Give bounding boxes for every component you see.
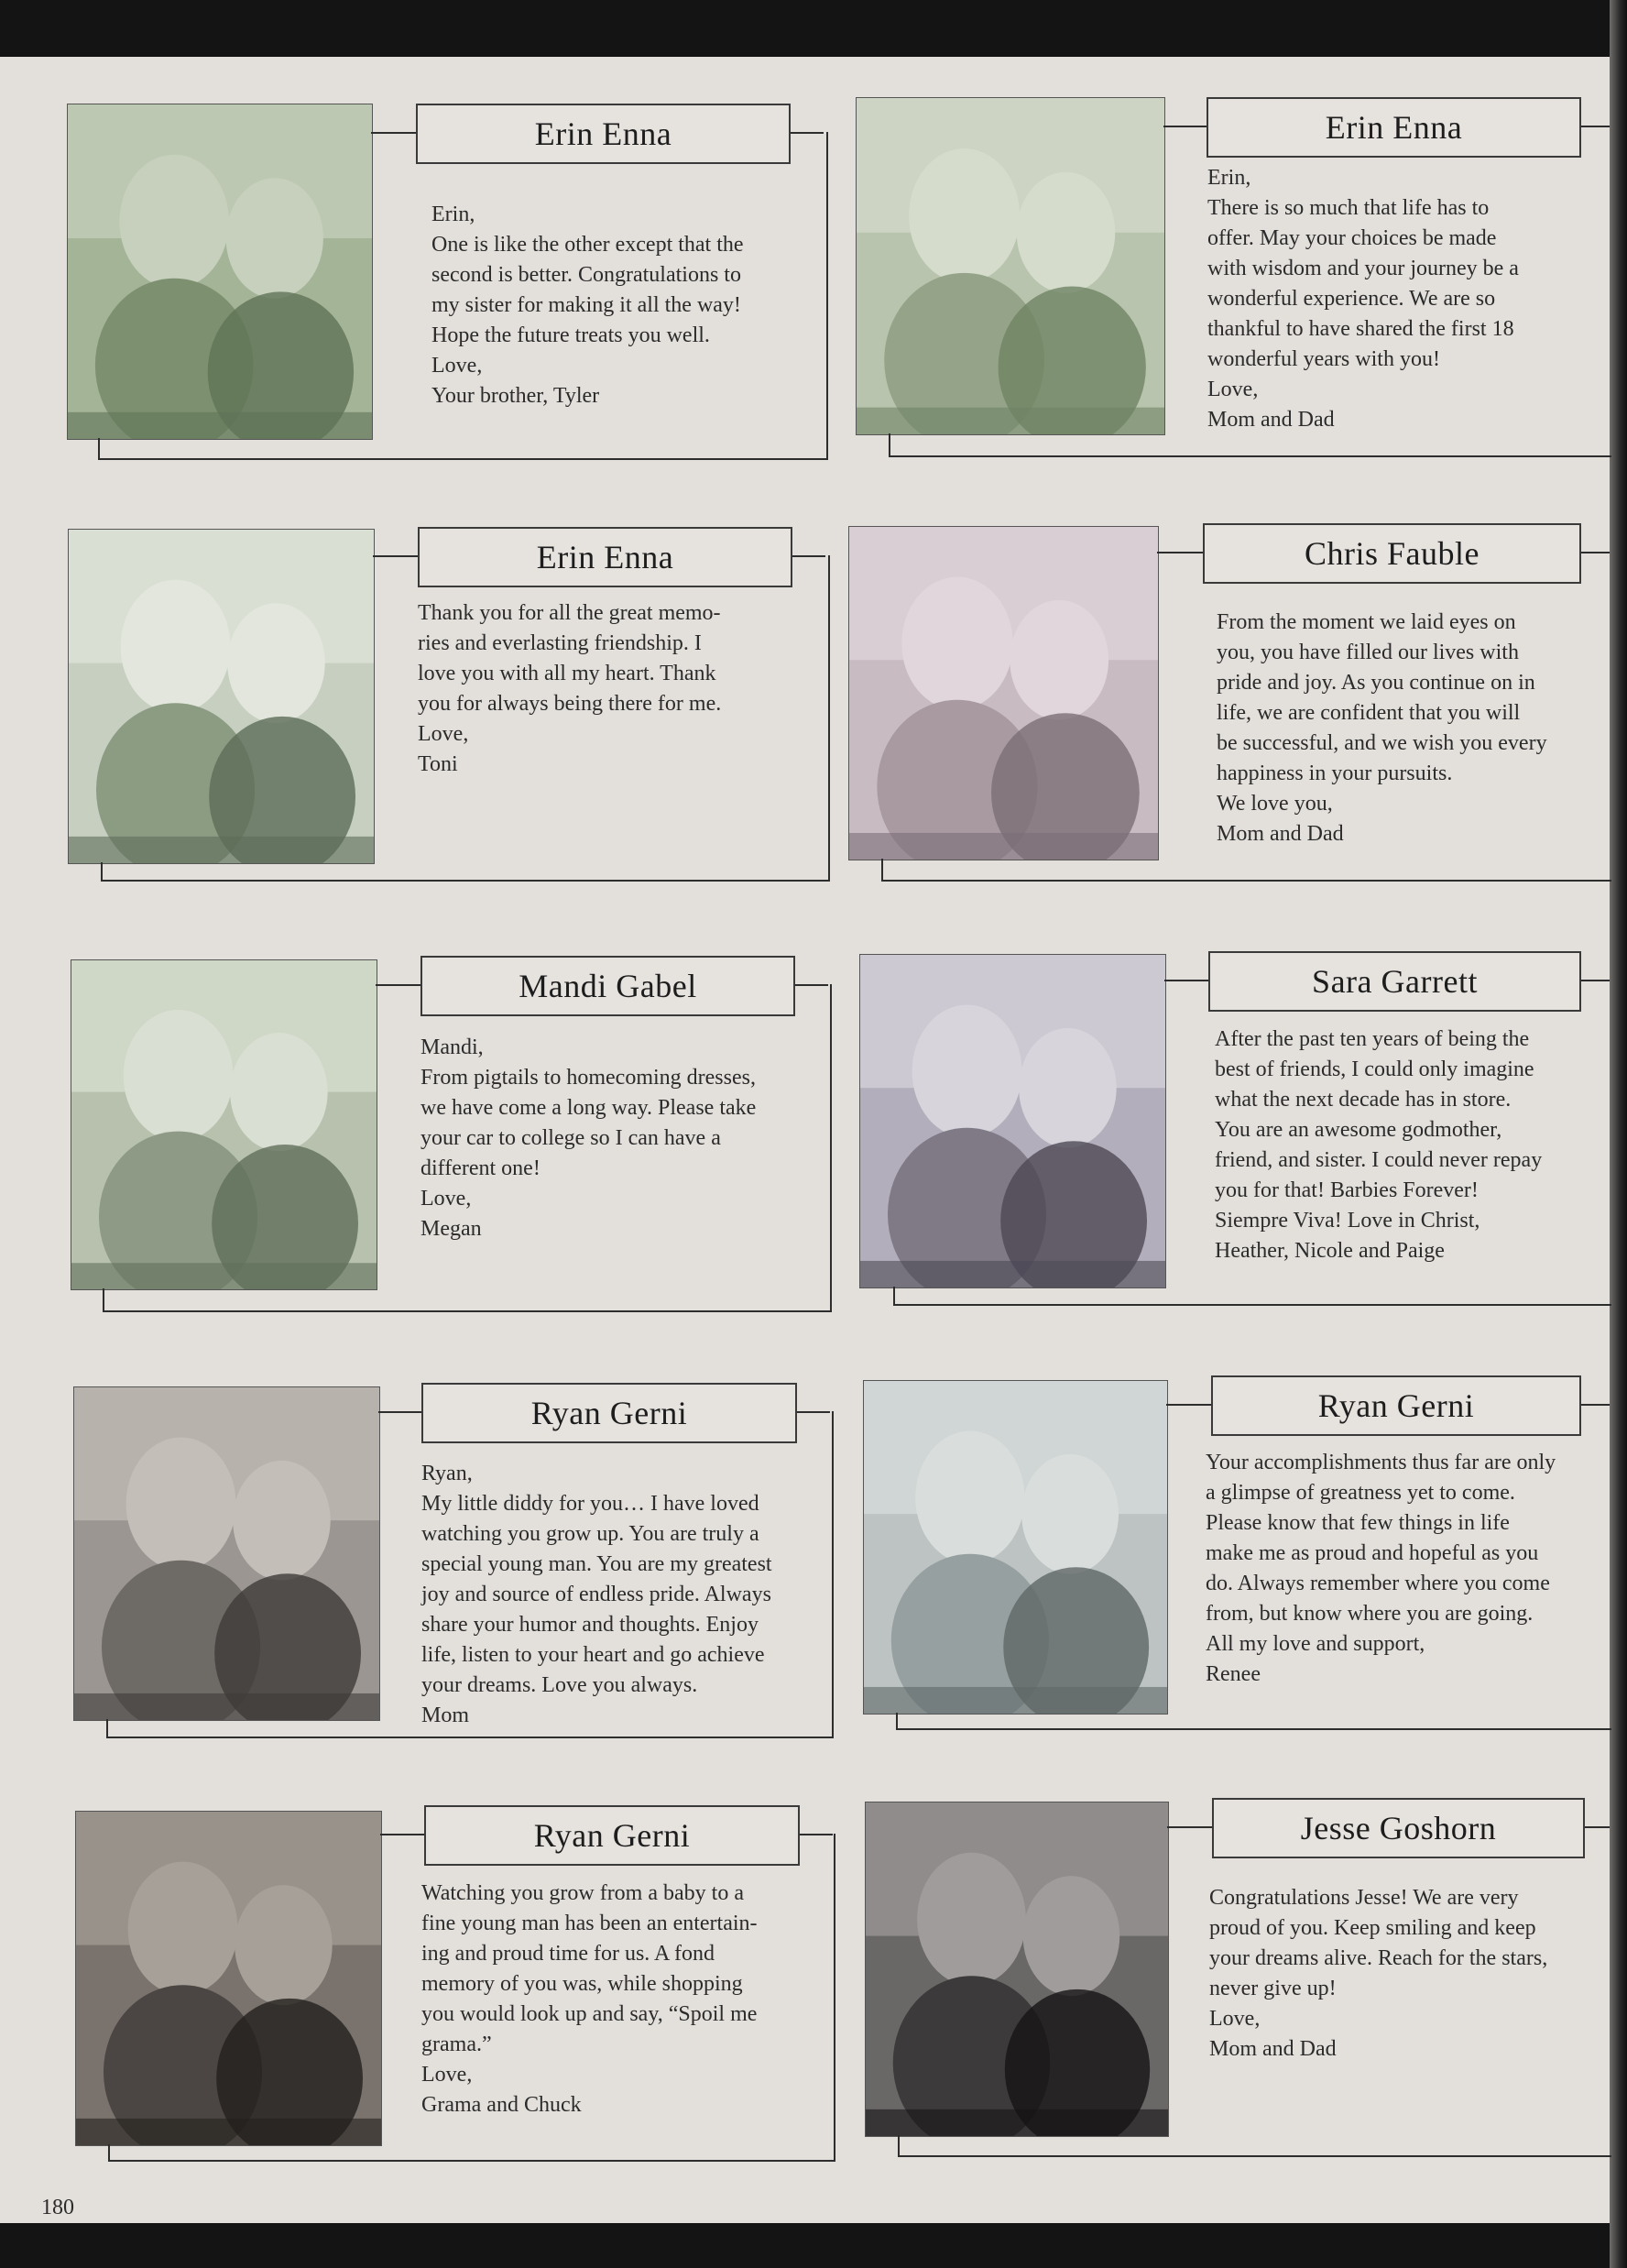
bracket-line bbox=[98, 458, 828, 460]
entry-photo bbox=[67, 104, 373, 440]
message-line: life, listen to your heart and go achieve bbox=[421, 1643, 765, 1667]
message-line: Mandi, bbox=[420, 1035, 484, 1059]
message-line: Grama and Chuck bbox=[421, 2093, 582, 2117]
message-line: ries and everlasting friendship. I bbox=[418, 631, 702, 655]
message-line: make me as proud and hopeful as you bbox=[1206, 1541, 1539, 1565]
message-line: special young man. You are my greatest bbox=[421, 1552, 772, 1576]
message-line: a glimpse of greatness yet to come. bbox=[1206, 1481, 1515, 1505]
bracket-line bbox=[101, 862, 103, 880]
entry-photo bbox=[859, 954, 1166, 1288]
entry-photo bbox=[73, 1386, 380, 1721]
bracket-line bbox=[828, 555, 830, 880]
connector-line bbox=[796, 1834, 833, 1835]
connector-line bbox=[1167, 1826, 1212, 1828]
bracket-line bbox=[108, 2144, 110, 2160]
message-line: From pigtails to homecoming dresses, bbox=[420, 1066, 756, 1090]
bracket-line bbox=[826, 132, 828, 458]
page-number: 180 bbox=[41, 2196, 74, 2219]
message-line: Mom and Dad bbox=[1209, 2037, 1337, 2061]
message-line: Mom and Dad bbox=[1207, 408, 1335, 432]
bracket-line bbox=[832, 1411, 834, 1737]
message-line: Love, bbox=[431, 354, 483, 378]
message-line: My little diddy for you… I have loved bbox=[421, 1492, 759, 1516]
connector-line bbox=[378, 1411, 421, 1413]
message-line: pride and joy. As you continue on in bbox=[1217, 671, 1535, 695]
message-line: Love, bbox=[1209, 2007, 1261, 2031]
message-line: from, but know where you are going. bbox=[1206, 1602, 1534, 1626]
message-line: joy and source of endless pride. Always bbox=[421, 1583, 771, 1606]
bracket-line bbox=[893, 1287, 895, 1304]
message-line: grama.” bbox=[421, 2032, 492, 2056]
message-line: Erin, bbox=[431, 203, 475, 226]
entry-photo bbox=[75, 1811, 382, 2146]
message-line: friend, and sister. I could never repay bbox=[1215, 1148, 1543, 1172]
bracket-line bbox=[108, 2160, 835, 2162]
bracket-line bbox=[101, 880, 830, 882]
entry-message bbox=[1206, 1448, 1556, 1690]
connector-line bbox=[373, 555, 418, 557]
connector-line bbox=[1164, 980, 1208, 981]
message-line: Congratulations Jesse! We are very bbox=[1209, 1886, 1519, 1910]
bracket-line bbox=[103, 1310, 832, 1312]
connector-line bbox=[376, 984, 420, 986]
message-line: share your humor and thoughts. Enjoy bbox=[421, 1613, 759, 1637]
message-line: All my love and support, bbox=[1206, 1632, 1425, 1656]
message-line: what the next decade has in store. bbox=[1215, 1088, 1512, 1112]
message-line: wonderful experience. We are so bbox=[1207, 287, 1496, 311]
entry-message bbox=[1207, 163, 1519, 435]
message-line: Mom bbox=[421, 1704, 470, 1727]
message-line: Please know that few things in life bbox=[1206, 1511, 1510, 1535]
message-line: Ryan, bbox=[421, 1462, 473, 1485]
bracket-line bbox=[103, 1288, 104, 1310]
message-line: do. Always remember where you come bbox=[1206, 1572, 1550, 1595]
message-line: You are an awesome godmother, bbox=[1215, 1118, 1502, 1142]
message-line: proud of you. Keep smiling and keep bbox=[1209, 1916, 1536, 1940]
entry-message bbox=[418, 598, 721, 780]
connector-line bbox=[1163, 126, 1207, 127]
message-line: your car to college so I can have a bbox=[420, 1126, 721, 1150]
entry-photo bbox=[68, 529, 375, 864]
message-line: Mom and Dad bbox=[1217, 822, 1344, 846]
connector-line bbox=[1578, 980, 1610, 981]
connector-line bbox=[371, 132, 416, 134]
entry-name: Ryan Gerni bbox=[421, 1383, 797, 1443]
message-line: Toni bbox=[418, 752, 458, 776]
message-line: From the moment we laid eyes on bbox=[1217, 610, 1516, 634]
message-line: Love, bbox=[421, 2063, 473, 2087]
entry-name: Ryan Gerni bbox=[1211, 1375, 1581, 1436]
entry-name: Erin Enna bbox=[1207, 97, 1581, 158]
connector-line bbox=[1166, 1404, 1211, 1406]
entry-message bbox=[421, 1459, 772, 1731]
connector-line bbox=[380, 1834, 424, 1835]
entry-message bbox=[421, 1879, 758, 2120]
message-line: best of friends, I could only imagine bbox=[1215, 1057, 1534, 1081]
entry-name: Ryan Gerni bbox=[424, 1805, 800, 1866]
message-line: you for always being there for me. bbox=[418, 692, 722, 716]
connector-line bbox=[1578, 1404, 1610, 1406]
message-line: One is like the other except that the bbox=[431, 233, 744, 257]
bracket-line bbox=[98, 438, 100, 458]
message-line: Thank you for all the great memo- bbox=[418, 601, 721, 625]
message-line: your dreams alive. Reach for the stars, bbox=[1209, 1946, 1548, 1970]
connector-line bbox=[789, 555, 825, 557]
bracket-line bbox=[106, 1719, 108, 1737]
entry-photo bbox=[848, 526, 1159, 860]
entry-name: Jesse Goshorn bbox=[1212, 1798, 1585, 1858]
connector-line bbox=[1578, 126, 1610, 127]
connector-line bbox=[792, 984, 828, 986]
message-line: Megan bbox=[420, 1217, 482, 1241]
message-line: we have come a long way. Please take bbox=[420, 1096, 757, 1120]
entry-name: Erin Enna bbox=[418, 527, 792, 587]
entry-message bbox=[431, 200, 744, 411]
bracket-line bbox=[830, 984, 832, 1310]
bracket-line bbox=[834, 1834, 835, 2160]
message-line: After the past ten years of being the bbox=[1215, 1027, 1530, 1051]
message-line: second is better. Congratulations to bbox=[431, 263, 741, 287]
entry-message bbox=[1217, 608, 1547, 849]
entry-photo bbox=[863, 1380, 1168, 1715]
entry-name: Sara Garrett bbox=[1208, 951, 1581, 1012]
entry-message bbox=[420, 1033, 756, 1244]
message-line: love you with all my heart. Thank bbox=[418, 662, 716, 685]
entry-message bbox=[1215, 1024, 1542, 1266]
entry-message bbox=[1209, 1883, 1547, 2065]
entry-name: Chris Fauble bbox=[1203, 523, 1581, 584]
message-line: Erin, bbox=[1207, 166, 1251, 190]
connector-line bbox=[787, 132, 824, 134]
message-line: Love, bbox=[420, 1187, 472, 1211]
message-line: There is so much that life has to bbox=[1207, 196, 1490, 220]
connector-line bbox=[1578, 552, 1610, 553]
message-line: Love, bbox=[418, 722, 469, 746]
message-line: happiness in your pursuits. bbox=[1217, 761, 1453, 785]
entry-name: Erin Enna bbox=[416, 104, 791, 164]
message-line: Your accomplishments thus far are only bbox=[1206, 1451, 1556, 1474]
message-line: offer. May your choices be made bbox=[1207, 226, 1497, 250]
bracket-line bbox=[881, 859, 883, 880]
entry-photo bbox=[865, 1802, 1169, 2137]
bracket-line bbox=[898, 2155, 1611, 2157]
message-line: fine young man has been an entertain- bbox=[421, 1912, 758, 1935]
message-line: be successful, and we wish you every bbox=[1217, 731, 1547, 755]
message-line: wonderful years with you! bbox=[1207, 347, 1440, 371]
message-line: Your brother, Tyler bbox=[431, 384, 600, 408]
message-line: Love, bbox=[1207, 378, 1259, 401]
connector-line bbox=[793, 1411, 830, 1413]
bracket-line bbox=[889, 455, 1611, 457]
message-line: different one! bbox=[420, 1156, 541, 1180]
bracket-line bbox=[893, 1304, 1611, 1306]
message-line: my sister for making it all the way! bbox=[431, 293, 741, 317]
connector-line bbox=[1581, 1826, 1610, 1828]
message-line: Hope the future treats you well. bbox=[431, 323, 710, 347]
message-line: watching you grow up. You are truly a bbox=[421, 1522, 759, 1546]
message-line: your dreams. Love you always. bbox=[421, 1673, 698, 1697]
message-line: thankful to have shared the first 18 bbox=[1207, 317, 1514, 341]
message-line: with wisdom and your journey be a bbox=[1207, 257, 1519, 280]
message-line: memory of you was, while shopping bbox=[421, 1972, 743, 1996]
message-line: you, you have filled our lives with bbox=[1217, 641, 1519, 664]
message-line: ing and proud time for us. A fond bbox=[421, 1942, 715, 1966]
bracket-line bbox=[898, 2135, 900, 2155]
message-line: Watching you grow from a baby to a bbox=[421, 1881, 744, 1905]
bracket-line bbox=[896, 1713, 898, 1728]
entry-photo bbox=[856, 97, 1165, 435]
bracket-line bbox=[106, 1737, 834, 1738]
bracket-line bbox=[881, 880, 1611, 882]
message-line: Heather, Nicole and Paige bbox=[1215, 1239, 1445, 1263]
bracket-line bbox=[896, 1728, 1611, 1730]
message-line: We love you, bbox=[1217, 792, 1333, 816]
entry-photo bbox=[71, 959, 377, 1290]
connector-line bbox=[1157, 552, 1203, 553]
message-line: Renee bbox=[1206, 1662, 1261, 1686]
message-line: you would look up and say, “Spoil me bbox=[421, 2002, 758, 2026]
message-line: never give up! bbox=[1209, 1977, 1337, 2000]
bracket-line bbox=[889, 433, 890, 455]
book-gutter bbox=[1610, 0, 1627, 2268]
message-line: life, we are confident that you will bbox=[1217, 701, 1521, 725]
entry-name: Mandi Gabel bbox=[420, 956, 795, 1016]
message-line: you for that! Barbies Forever! bbox=[1215, 1178, 1479, 1202]
message-line: Siempre Viva! Love in Christ, bbox=[1215, 1209, 1480, 1233]
